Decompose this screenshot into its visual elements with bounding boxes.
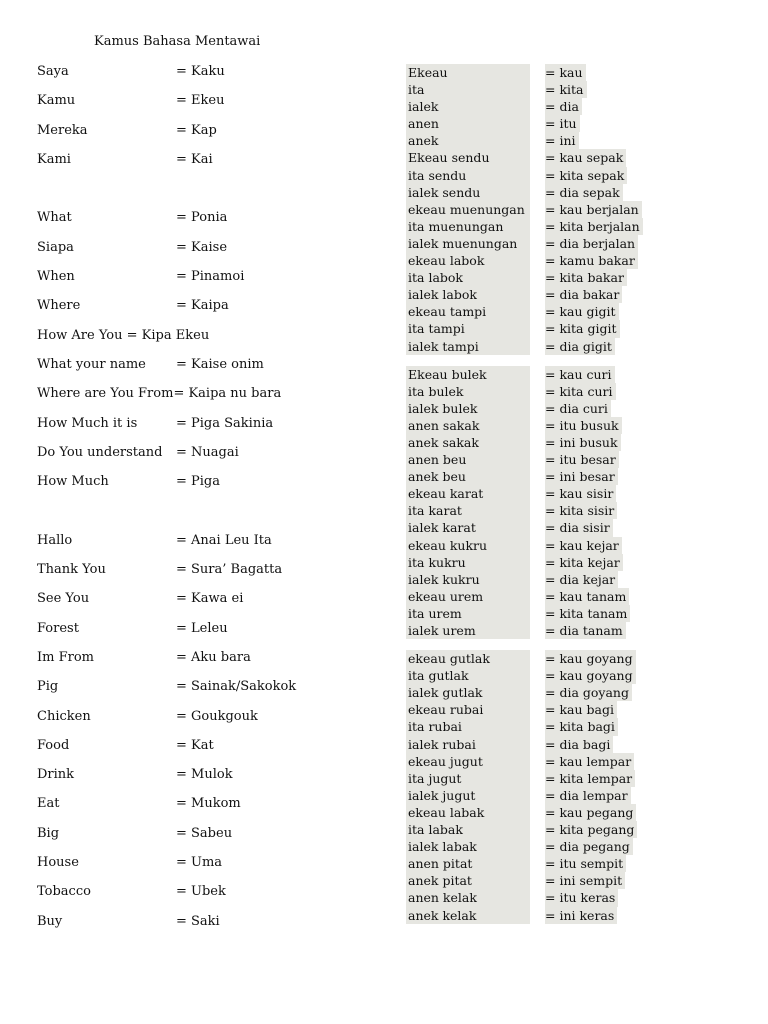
indonesian-meaning: = ini besar: [545, 468, 618, 485]
english-term: Buy: [37, 913, 63, 929]
indonesian-meaning: = kau sepak: [545, 149, 626, 166]
mentawai-term: ita karat: [406, 502, 530, 519]
indonesian-meaning: = kau goyang: [545, 650, 636, 667]
vocab-row: [37, 296, 377, 325]
vocab-row: [406, 537, 656, 554]
vocab-row: [37, 794, 377, 823]
indonesian-meaning: = dia tanam: [545, 622, 626, 639]
vocab-row: [406, 571, 656, 588]
indonesian-meaning: = dia pegang: [545, 838, 633, 855]
vocab-row: [406, 252, 656, 269]
indonesian-meaning: = dia berjalan: [545, 235, 638, 252]
english-term: Big: [37, 825, 60, 841]
vocab-row: [406, 485, 656, 502]
vocab-row: [37, 707, 377, 736]
english-term: How Much it is: [37, 415, 138, 431]
vocab-row: [406, 718, 656, 735]
right-vocabulary-table: [406, 64, 656, 935]
vocab-row: [406, 338, 656, 355]
english-term: Pig: [37, 679, 59, 695]
mentawai-term: ita jugut: [406, 770, 530, 787]
english-term: Kamu: [37, 93, 76, 109]
mentawai-term: Ekeau bulek: [406, 366, 530, 383]
vocab-row: [37, 62, 377, 91]
left-vocabulary-list: [37, 62, 377, 941]
vocab-row: [37, 648, 377, 677]
vocab-row: [37, 765, 377, 794]
vocab-row: [37, 384, 377, 413]
indonesian-meaning: = dia gigit: [545, 338, 615, 355]
indonesian-meaning: = itu busuk: [545, 417, 622, 434]
mentawai-term: anek beu: [406, 468, 530, 485]
mentawai-term: ialek labak: [406, 838, 530, 855]
indonesian-meaning: = dia sisir: [545, 519, 613, 536]
vocab-row: [406, 588, 656, 605]
indonesian-meaning: = ini keras: [545, 907, 617, 924]
vocab-row: [37, 443, 377, 472]
mentawai-term: ita kukru: [406, 554, 530, 571]
vocab-row: [406, 451, 656, 468]
mentawai-term: ialek: [406, 98, 530, 115]
indonesian-meaning: = dia lempar: [545, 787, 631, 804]
vocab-row: [37, 414, 377, 443]
indonesian-meaning: = ini sempit: [545, 872, 625, 889]
indonesian-meaning: = kita bagi: [545, 718, 618, 735]
vocab-row: [406, 872, 656, 889]
mentawai-meaning: = Sabeu: [176, 825, 233, 841]
mentawai-term: ialek bulek: [406, 400, 530, 417]
indonesian-meaning: = itu besar: [545, 451, 619, 468]
vocab-row: [406, 605, 656, 622]
vocab-group: [406, 650, 656, 924]
vocab-row: [406, 787, 656, 804]
indonesian-meaning: = kita sepak: [545, 167, 627, 184]
indonesian-meaning: = kau: [545, 64, 586, 81]
mentawai-meaning: = Kaku: [176, 64, 225, 79]
mentawai-meaning: = Uma: [176, 855, 223, 871]
indonesian-meaning: = kita curi: [545, 383, 616, 400]
mentawai-term: anek pitat: [406, 872, 530, 889]
vocab-row: [406, 684, 656, 701]
mentawai-meaning: = Aku bara: [176, 649, 251, 665]
mentawai-term: anen kelak: [406, 889, 530, 906]
mentawai-meaning: = Sainak/Sakokok: [176, 679, 297, 695]
mentawai-term: anek kelak: [406, 907, 530, 924]
english-term: Where: [37, 298, 81, 314]
vocab-row: [406, 622, 656, 639]
mentawai-term: ialek karat: [406, 519, 530, 536]
indonesian-meaning: = kau curi: [545, 366, 615, 383]
vocab-row: [406, 235, 656, 252]
vocab-row: [406, 383, 656, 400]
english-term: Hallo: [37, 532, 73, 548]
vocab-row: [406, 218, 656, 235]
vocab-row: [37, 355, 377, 384]
vocab-row: [406, 366, 656, 383]
indonesian-meaning: = dia sepak: [545, 184, 623, 201]
mentawai-term: ekeau tampi: [406, 303, 530, 320]
mentawai-term: ialek sendu: [406, 184, 530, 201]
vocab-row: [37, 560, 377, 589]
vocab-row: [406, 855, 656, 872]
english-term: When: [37, 269, 75, 285]
mentawai-meaning: = Kaise onim: [176, 356, 264, 372]
mentawai-term: ita labak: [406, 821, 530, 838]
english-term: Siapa: [37, 239, 74, 255]
vocab-row: [406, 115, 656, 132]
vocab-row: [37, 472, 377, 531]
vocab-row: [406, 502, 656, 519]
indonesian-meaning: = kau kejar: [545, 537, 622, 554]
mentawai-term: ialek muenungan: [406, 235, 530, 252]
mentawai-term: ekeau rubai: [406, 701, 530, 718]
mentawai-term: ialek labok: [406, 286, 530, 303]
mentawai-meaning: = Piga: [176, 474, 221, 490]
indonesian-meaning: = dia kejar: [545, 571, 618, 588]
english-term: Kami: [37, 151, 71, 167]
vocab-row: [406, 286, 656, 303]
indonesian-meaning: = dia goyang: [545, 684, 632, 701]
vocab-row: [406, 667, 656, 684]
mentawai-meaning: = Goukgouk: [176, 708, 258, 724]
indonesian-meaning: = kamu bakar: [545, 252, 638, 269]
mentawai-meaning: = Saki: [176, 913, 220, 929]
mentawai-meaning: = Nuagai: [176, 444, 239, 460]
vocab-row: [406, 303, 656, 320]
mentawai-term: ekeau kukru: [406, 537, 530, 554]
mentawai-term: ialek rubai: [406, 736, 530, 753]
vocab-row: [406, 149, 656, 166]
mentawai-term: anen: [406, 115, 530, 132]
mentawai-meaning: = Leleu: [176, 620, 228, 636]
vocab-row: [37, 677, 377, 706]
mentawai-meaning: = Kat: [176, 737, 214, 753]
mentawai-term: ialek tampi: [406, 338, 530, 355]
english-term: Thank You: [37, 562, 106, 578]
mentawai-term: ekeau labak: [406, 804, 530, 821]
vocab-row: [37, 882, 377, 911]
mentawai-term: ekeau muenungan: [406, 201, 530, 218]
mentawai-meaning: = Kaipa nu bara: [173, 386, 282, 402]
indonesian-meaning: = dia bagi: [545, 736, 613, 753]
english-term: What: [37, 210, 72, 226]
vocab-row: [406, 907, 656, 924]
vocab-row: [37, 736, 377, 765]
mentawai-meaning: = Kap: [176, 122, 217, 138]
mentawai-term: ekeau urem: [406, 588, 530, 605]
english-term: Do You understand: [37, 444, 163, 460]
mentawai-term: ita sendu: [406, 167, 530, 184]
vocab-row: [406, 821, 656, 838]
vocab-row: [406, 701, 656, 718]
vocab-row: [406, 519, 656, 536]
vocab-group: [406, 64, 656, 355]
vocab-row: [406, 838, 656, 855]
mentawai-term: ita gutlak: [406, 667, 530, 684]
indonesian-meaning: = kau berjalan: [545, 201, 642, 218]
indonesian-meaning: = kita: [545, 81, 587, 98]
indonesian-meaning: = dia: [545, 98, 582, 115]
indonesian-meaning: = kau lempar: [545, 753, 634, 770]
vocab-row: [37, 267, 377, 296]
indonesian-meaning: = kita kejar: [545, 554, 623, 571]
indonesian-meaning: = dia curi: [545, 400, 611, 417]
vocab-row: [406, 132, 656, 149]
english-term: Im From: [37, 649, 94, 665]
indonesian-meaning: = itu: [545, 115, 580, 132]
vocab-row: [37, 326, 377, 355]
indonesian-meaning: = kau tanam: [545, 588, 629, 605]
vocab-row: [406, 804, 656, 821]
mentawai-term: Ekeau: [406, 64, 530, 81]
mentawai-term: ita muenungan: [406, 218, 530, 235]
english-term: Forest: [37, 620, 79, 636]
mentawai-term: ita bulek: [406, 383, 530, 400]
mentawai-term: anen sakak: [406, 417, 530, 434]
vocab-row: [37, 912, 377, 941]
mentawai-term: anen beu: [406, 451, 530, 468]
vocab-row: [406, 554, 656, 571]
mentawai-meaning: = Kawa ei: [176, 591, 244, 607]
mentawai-term: anek sakak: [406, 434, 530, 451]
english-term: How Are You: [37, 327, 123, 343]
english-term: Drink: [37, 767, 75, 783]
indonesian-meaning: = kita berjalan: [545, 218, 643, 235]
mentawai-meaning: = Ubek: [176, 884, 226, 900]
indonesian-meaning: = ini busuk: [545, 434, 621, 451]
indonesian-meaning: = kita bakar: [545, 269, 627, 286]
vocab-row: [406, 650, 656, 667]
vocab-row: [406, 417, 656, 434]
vocab-row: [406, 98, 656, 115]
mentawai-meaning: = Kipa Ekeu: [126, 327, 210, 343]
indonesian-meaning: = ini: [545, 132, 579, 149]
vocab-row: [406, 167, 656, 184]
vocab-group: [406, 366, 656, 640]
indonesian-meaning: = kau pegang: [545, 804, 636, 821]
indonesian-meaning: = itu sempit: [545, 855, 626, 872]
mentawai-term: ita rubai: [406, 718, 530, 735]
vocab-row: [406, 81, 656, 98]
vocab-row: [37, 853, 377, 882]
english-term: See You: [37, 591, 90, 607]
vocab-row: [406, 889, 656, 906]
english-term: Eat: [37, 796, 60, 812]
english-term: Chicken: [37, 708, 91, 724]
english-term: What your name: [37, 356, 146, 372]
vocab-row: [406, 320, 656, 337]
mentawai-meaning: = Piga Sakinia: [176, 415, 274, 431]
vocab-row: [37, 824, 377, 853]
indonesian-meaning: = kita tanam: [545, 605, 630, 622]
indonesian-meaning: = kau gigit: [545, 303, 619, 320]
english-term: Where are You From: [37, 386, 174, 402]
mentawai-meaning: = Kai: [176, 151, 213, 167]
mentawai-term: ekeau gutlak: [406, 650, 530, 667]
mentawai-term: anek: [406, 132, 530, 149]
english-term: Saya: [37, 64, 69, 79]
indonesian-meaning: = kita sisir: [545, 502, 617, 519]
english-term: How Much: [37, 474, 109, 490]
indonesian-meaning: = kita pegang: [545, 821, 637, 838]
mentawai-term: ialek jugut: [406, 787, 530, 804]
indonesian-meaning: = kau sisir: [545, 485, 616, 502]
mentawai-term: ekeau labok: [406, 252, 530, 269]
vocab-row: [406, 434, 656, 451]
vocab-row: [406, 184, 656, 201]
english-term: Mereka: [37, 122, 88, 138]
mentawai-meaning: = Ekeu: [176, 93, 225, 109]
mentawai-meaning: = Anai Leu Ita: [176, 532, 272, 548]
indonesian-meaning: = kita gigit: [545, 320, 620, 337]
vocab-row: [37, 91, 377, 120]
vocab-row: [37, 531, 377, 560]
mentawai-term: ita labok: [406, 269, 530, 286]
english-term: House: [37, 855, 79, 871]
vocab-row: [406, 468, 656, 485]
vocab-row: [37, 121, 377, 150]
mentawai-term: ialek urem: [406, 622, 530, 639]
mentawai-meaning: = Mulok: [176, 767, 233, 783]
mentawai-term: anen pitat: [406, 855, 530, 872]
mentawai-meaning: = Kaise: [176, 239, 228, 255]
mentawai-term: ita tampi: [406, 320, 530, 337]
mentawai-meaning: = Mukom: [176, 796, 241, 812]
vocab-row: [37, 208, 377, 237]
english-term: Food: [37, 737, 70, 753]
mentawai-term: ita: [406, 81, 530, 98]
vocab-row: [406, 201, 656, 218]
document-title: Kamus Bahasa Mentawai: [94, 34, 261, 49]
mentawai-meaning: = Ponia: [176, 210, 228, 226]
indonesian-meaning: = itu keras: [545, 889, 618, 906]
vocab-row: [37, 150, 377, 209]
mentawai-term: ekeau jugut: [406, 753, 530, 770]
vocab-row: [406, 269, 656, 286]
indonesian-meaning: = kau goyang: [545, 667, 636, 684]
english-term: Tobacco: [37, 884, 91, 900]
vocab-row: [37, 238, 377, 267]
vocab-row: [406, 736, 656, 753]
vocab-row: [37, 619, 377, 648]
vocab-row: [406, 400, 656, 417]
mentawai-meaning: = Pinamoi: [176, 269, 245, 285]
mentawai-meaning: = Sura’ Bagatta: [176, 562, 283, 578]
indonesian-meaning: = kau bagi: [545, 701, 617, 718]
mentawai-term: ita urem: [406, 605, 530, 622]
vocab-row: [37, 589, 377, 618]
indonesian-meaning: = kita lempar: [545, 770, 635, 787]
mentawai-term: ialek kukru: [406, 571, 530, 588]
mentawai-term: ialek gutlak: [406, 684, 530, 701]
vocab-row: [406, 770, 656, 787]
mentawai-meaning: = Kaipa: [176, 298, 229, 314]
vocab-row: [406, 64, 656, 81]
mentawai-term: ekeau karat: [406, 485, 530, 502]
mentawai-term: Ekeau sendu: [406, 149, 530, 166]
vocab-row: [406, 753, 656, 770]
indonesian-meaning: = dia bakar: [545, 286, 622, 303]
